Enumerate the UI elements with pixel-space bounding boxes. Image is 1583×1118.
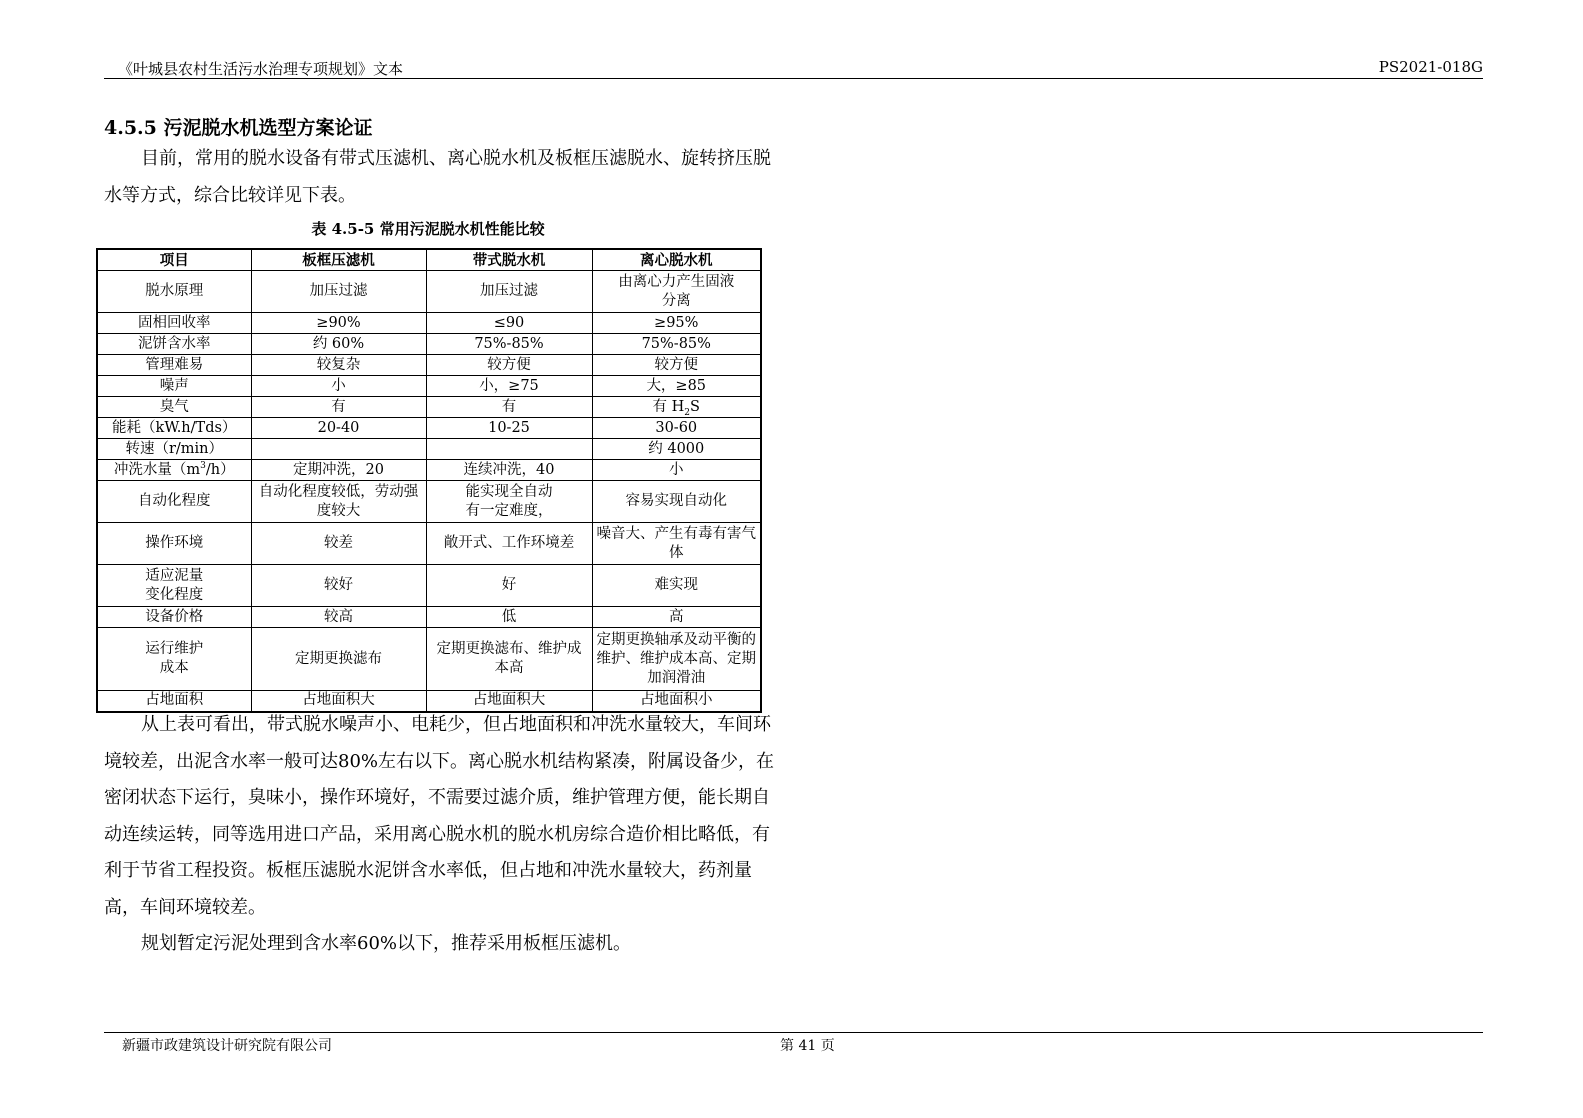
- cell-belt: 10-25: [426, 418, 592, 439]
- row-label: [97, 565, 251, 607]
- cell-plate-frame: 较差: [251, 523, 426, 565]
- header-centrifuge: 离心脱水机: [592, 249, 761, 271]
- table-row: [97, 523, 761, 565]
- row-label: 臭气: [97, 397, 251, 418]
- cell-belt: 加压过滤: [426, 271, 592, 313]
- row-label: 占地面积: [97, 691, 251, 712]
- row-label: 脱水原理: [97, 271, 251, 313]
- cell-plate-frame: 占地面积大: [251, 691, 426, 712]
- cell-line: 变化程度: [145, 586, 204, 603]
- cell-plate-frame: 较复杂: [251, 355, 426, 376]
- recommendation-paragraph: 规划暂定污泥处理到含水率60%以下，推荐采用板框压滤机。: [141, 933, 632, 954]
- table-row: [97, 607, 761, 628]
- cell-belt: 定期更换滤布、维护成本高: [426, 628, 592, 691]
- comparison-table: [96, 248, 762, 713]
- page-number: 第 41 页: [780, 1038, 835, 1054]
- cell-plate-frame: 小: [251, 376, 426, 397]
- cell-centrifuge: ≥95%: [592, 313, 761, 334]
- cell-belt: [426, 439, 592, 460]
- cell-belt: ≤90: [426, 313, 592, 334]
- h2s-prefix: 有 H: [652, 398, 685, 415]
- table-row: [97, 418, 761, 439]
- cell-plate-frame: 加压过滤: [251, 271, 426, 313]
- header-rule: [104, 78, 1483, 79]
- cell-centrifuge: 较方便: [592, 355, 761, 376]
- cell-plate-frame: 较好: [251, 565, 426, 607]
- cell-centrifuge: 难实现: [592, 565, 761, 607]
- table-row: [97, 271, 761, 313]
- cell-centrifuge: 容易实现自动化: [592, 481, 761, 523]
- cell-belt: 好: [426, 565, 592, 607]
- cell-line: 能实现全自动: [465, 483, 553, 500]
- row-label: [97, 628, 251, 691]
- cell-line: 成本: [159, 660, 189, 676]
- cell-centrifuge: 占地面积小: [592, 691, 761, 712]
- table-header-row: [97, 249, 761, 271]
- row-label: 固相回收率: [97, 313, 251, 334]
- cell-centrifuge: 小: [592, 460, 761, 481]
- table-row: [97, 481, 761, 523]
- cell-belt: 低: [426, 607, 592, 628]
- table-row: [97, 334, 761, 355]
- cell-belt: [426, 481, 592, 523]
- cell-line: 适应泥量: [145, 567, 204, 584]
- row-label: 泥饼含水率: [97, 334, 251, 355]
- cell-belt: 75%-85%: [426, 334, 592, 355]
- row-label: 设备价格: [97, 607, 251, 628]
- table-row: [97, 355, 761, 376]
- header-plate-frame: 板框压滤机: [251, 249, 426, 271]
- cell-line: 有一定难度，: [465, 502, 553, 519]
- cell-centrifuge: 由离心力产生固液分离: [592, 271, 761, 313]
- cell-plate-frame: 自动化程度较低，劳动强度较大: [251, 481, 426, 523]
- cell-plate-frame: ≥90%: [251, 313, 426, 334]
- cell-belt: 小，≥75: [426, 376, 592, 397]
- intro-paragraph: [104, 141, 780, 214]
- table-row: [97, 628, 761, 691]
- company-name: 新疆市政建筑设计研究院有限公司: [122, 1038, 332, 1054]
- row-label: 自动化程度: [97, 481, 251, 523]
- cell-centrifuge: 噪音大、产生有毒有害气体: [592, 523, 761, 565]
- cell-plate-frame: 较高: [251, 607, 426, 628]
- table-caption: 表 4.5-5 常用污泥脱水机性能比较: [311, 220, 545, 238]
- h2s-suffix: S: [690, 398, 700, 415]
- table-row: [97, 460, 761, 481]
- cell-centrifuge: 大，≥85: [592, 376, 761, 397]
- cell-belt: 连续冲洗，40: [426, 460, 592, 481]
- table-row: [97, 439, 761, 460]
- cell-centrifuge: 约 4000: [592, 439, 761, 460]
- h2s-subscript: 2: [684, 407, 691, 418]
- cell-plate-frame: [251, 439, 426, 460]
- row-label: 管理难易: [97, 355, 251, 376]
- flush-label-superscript: 3: [200, 460, 206, 471]
- intro-text: 目前，常用的脱水设备有带式压滤机、离心脱水机及板框压滤脱水、旋转挤压脱水等方式，综合比较详见下表。: [104, 148, 771, 206]
- cell-line: 运行维护: [145, 641, 204, 657]
- table-row: [97, 565, 761, 607]
- section-heading: 4.5.5 污泥脱水机选型方案论证: [104, 117, 373, 139]
- cell-belt: 敞开式、工作环境差: [426, 523, 592, 565]
- cell-belt: 占地面积大: [426, 691, 592, 712]
- analysis-paragraph: 从上表可看出，带式脱水噪声小、电耗少，但占地面积和冲洗水量较大，车间环境较差，出泥含水率一般可达80%左右以下。离心脱水机结构紧凑，附属设备少，在密闭状态下运行，臭味小，操作环境好，不需要过滤介质，维护管理方便，能长期自动连续运转，同等选用进口产品，采用离心脱水机的脱水机房综合造价相比略低，有利于节省工程投资。板框压滤脱水泥饼含水率低，但占地和冲洗水量较大，药剂量高，车间环境较差。: [104, 714, 775, 918]
- cell-plate-frame: 定期冲洗，20: [251, 460, 426, 481]
- cell-belt: 较方便: [426, 355, 592, 376]
- cell-plate-frame: 定期更换滤布: [251, 628, 426, 691]
- flush-label-suffix: /h）: [205, 461, 235, 478]
- header-item: 项目: [97, 249, 251, 271]
- row-label: 能耗（kW.h/Tds）: [97, 418, 251, 439]
- table-row: [97, 376, 761, 397]
- cell-centrifuge: 75%-85%: [592, 334, 761, 355]
- cell-centrifuge: 高: [592, 607, 761, 628]
- cell-centrifuge: 30-60: [592, 418, 761, 439]
- cell-centrifuge: 定期更换轴承及动平衡的维护、维护成本高、定期加润滑油: [592, 628, 761, 691]
- cell-plate-frame: 约 60%: [251, 334, 426, 355]
- cell-plate-frame: 20-40: [251, 418, 426, 439]
- row-label: 噪声: [97, 376, 251, 397]
- flush-label-prefix: 冲洗水量（m: [113, 461, 201, 478]
- cell-plate-frame: 有: [251, 397, 426, 418]
- row-label: 操作环境: [97, 523, 251, 565]
- table-row: [97, 397, 761, 418]
- footer-rule: [104, 1032, 1483, 1033]
- analysis-section: [104, 707, 780, 963]
- row-label: 转速（r/min）: [97, 439, 251, 460]
- table-row: [97, 313, 761, 334]
- document-title: 《叶城县农村生活污水治理专项规划》文本: [118, 60, 404, 78]
- document-code: PS2021-018G: [1378, 58, 1483, 76]
- header-belt: 带式脱水机: [426, 249, 592, 271]
- row-label: [97, 460, 251, 481]
- cell-centrifuge: [592, 397, 761, 418]
- cell-belt: 有: [426, 397, 592, 418]
